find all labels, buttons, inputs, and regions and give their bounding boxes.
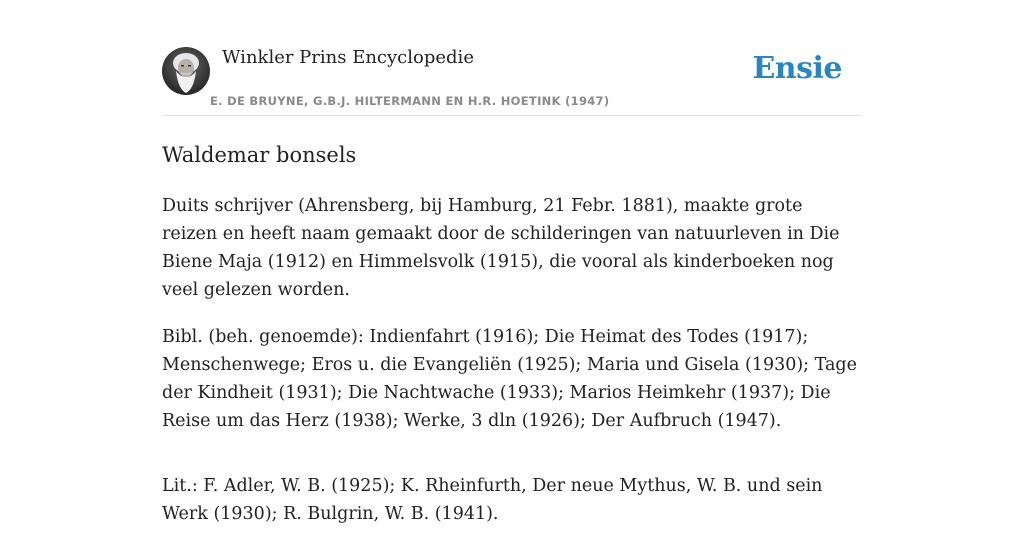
authors-line: E. DE BRUYNE, G.B.J. HILTERMANN EN H.R. HOETINK (1947)	[210, 94, 610, 108]
paragraph-bibliography: Bibl. (beh. genoemde): Indienfahrt (1916); Die Heimat des Todes (1917); Menschenwege; Eros u. die Evangeliën (1925); Maria und Gisela (1930); Tage der Kindheit (1931); Die Nachtwache (1933); Marios Heimkehr (1937); Die Reise um das Herz (1938); Werke, 3 dln (1926); Der Aufbruch (1947).	[162, 327, 857, 431]
article-title: Waldemar bonsels	[162, 143, 357, 167]
source-title[interactable]: Winkler Prins Encyclopedie	[222, 47, 474, 68]
paragraph-literature: Lit.: F. Adler, W. B. (1925); K. Rheinfurth, Der neue Mythus, W. B. und sein Werk (1930); R. Bulgrin, W. B. (1941).	[162, 476, 823, 524]
portrait-photo-icon	[162, 47, 210, 95]
page	[162, 0, 862, 524]
avatar[interactable]	[162, 47, 210, 95]
article-body	[162, 192, 862, 547]
brand-logo[interactable]: Ensie	[752, 51, 842, 86]
paragraph-description: Duits schrijver (Ahrensberg, bij Hamburg, 21 Febr. 1881), maakte grote reizen en heeft naam gemaakt door de schilderingen van natuurleven in Die Biene Maja (1912) en Himmelsvolk (1915), die vooral als kinderboeken nog veel gelezen worden.	[162, 196, 840, 300]
header	[162, 0, 862, 116]
